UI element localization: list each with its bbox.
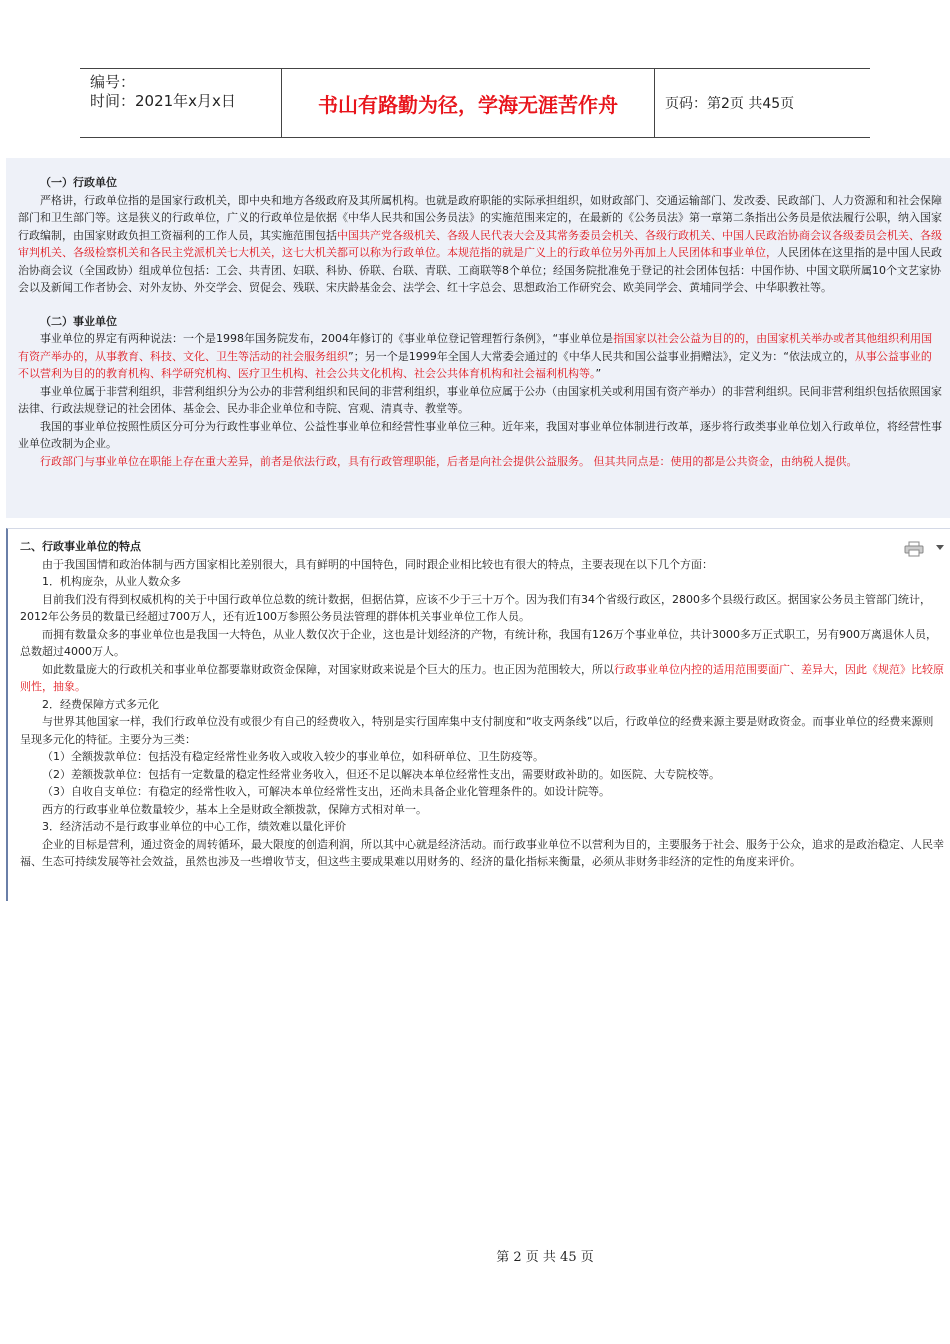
paragraph-nonprofit: 事业单位属于非营利组织，非营利组织分为公办的非营利组织和民间的非营利组织，事业单位应属于公办（由国家机关或利用国有资产举办）的非营利组织。民间非营利组织包括依照国家法律、行政法规登记的社会团体、基金会、民办非企业单位和寺院、宫观、清真寺、教堂等。: [18, 384, 942, 415]
paragraph-intro: 由于我国国情和政治体制与西方国家相比差别很大，具有鲜明的中国特色，同时跟企业相比较也有很大的特点，主要表现在以下几个方面：: [42, 557, 713, 571]
definitions-text: [18, 174, 942, 470]
heading-public-institutions: （二）事业单位: [40, 314, 117, 328]
page-header: [80, 68, 870, 138]
subheading-2: 2．经费保障方式多元化: [42, 697, 159, 711]
paragraph-1c: 如此数量庞大的行政机关和事业单位都要靠财政资金保障，对国家财政来说是个巨大的压力。也正因为范围较大，所以行政事业单位内控的适用范围要面广、差异大，因此《规范》比较原则性，抽象。: [20, 662, 944, 693]
paragraph-1a: 目前我们没有得到权威机构的关于中国行政单位总数的统计数据，但据估算，应该不少于三十万个。因为我们有34个省级行政区，2800多个县级行政区。据国家公务员主管部门统计，2012年公务员的数量已经超过700万人，还有近100万参照公务员法管理的群体机关事业单位工作人员。: [20, 592, 931, 623]
paragraph-2a: 与世界其他国家一样，我们行政单位没有或很少有自己的经费收入，特别是实行国库集中支付制度和“收支两条线”以后，行政单位的经费来源主要是财政资金。而事业单位的经费来源则呈现多元化的特征。主要分为三类：: [20, 715, 934, 746]
header-page-label: 页码：第2页 共45页: [665, 96, 795, 112]
header-motto: 书山有路勤为径，学海无涯苦作舟: [282, 69, 655, 137]
section-characteristics: [6, 528, 950, 901]
list-item: （1）全额拨款单位：包括没有稳定经常性业务收入或收入较少的事业单位，如科研单位、卫生防疫等。: [42, 750, 544, 763]
date-label: 时间：2021年x月x日: [90, 92, 236, 110]
section-definitions: [6, 158, 950, 518]
subheading-3: 3．经济活动不是行政事业单位的中心工作，绩效难以量化评价: [42, 820, 346, 833]
list-item: （2）差额拨款单位：包括有一定数量的稳定性经常业务收入，但还不足以解决本单位经常性支出，需要财政补助的。如医院、大专院校等。: [42, 767, 720, 781]
paragraph-3a: 企业的目标是营利，通过资金的周转循环，最大限度的创造利润，所以其中心就是经济活动。而行政事业单位不以营利为目的，主要服务于社会、服务于公众，追求的是政治稳定、人民幸福、生态可持续发展等社会效益，虽然也涉及一些增收节支，但这些主要成果难以用财务的、经济的量化指标来衡量，必须从非财务非经济的定性的角度来评价。: [20, 837, 944, 868]
list-item: （3）自收自支单位：有稳定的经常性收入，可解决本单位经常性支出，还尚未具备企业化管理条件的。如设计院等。: [42, 785, 610, 798]
paragraph-1b: 而拥有数量众多的事业单位也是我国一大特色，从业人数仅次于企业，这也是计划经济的产物，有统计称，我国有126万个事业单位，共计3000多万正式职工，另有900万离退休人员，总数超过4000万人。: [20, 627, 937, 658]
paragraph-difference: 行政部门与事业单位在职能上存在重大差异，前者是依法行政，具有行政管理职能，后者是向社会提供公益服务。 但其共同点是：使用的都是公共资金，由纳税人提供。: [40, 454, 858, 468]
paragraph-classification: 我国的事业单位按照性质区分可分为行政性事业单位、公益性事业单位和经营性事业单位三种。近年来，我国对事业单位体制进行改革，逐步将行政类事业单位划入行政单位，将经营性事业单位改制为企业。: [18, 419, 942, 450]
heading-admin-units: （一）行政单位: [40, 176, 117, 189]
number-label: 编号：: [90, 73, 136, 91]
header-meta: [80, 69, 282, 137]
paragraph-admin-units: 严格讲，行政单位指的是国家行政机关，即中央和地方各级政府及其所属机构。也就是政府职能的实际承担组织，如财政部门、交通运输部门、发改委、民政部门、人力资源和和社会保障部门和卫生部门等。这是狭义的行政单位，广义的行政单位是依据《中华人民共和国公务员法》的实施范围来定的，在最新的《公务员法》第一章第二条指出公务员是依法履行公职，纳入国家行政编制，由国家财政负担工资福利的工作人员，其实施范围包括中国共产党各级机关、各级人民代表大会及其常务委员会机关、各级行政机关、中国人民政治协商会议各级委员会机关、各级审判机关、各级检察机关和各民主党派机关七大机关，这七大机关都可以称为行政单位。本规范指的就是广义上的行政单位另外再加上人民团体和事业单位，人民团体在这里指的是中国人民政治协商会议（全国政协）组成单位包括：工会、共青团、妇联、科协、侨联、台联、青联、工商联等8个单位；经国务院批准免于登记的社会团体包括：中国作协、中国文联所属10个文艺家协会以及新闻工作者协会、对外友协、外交学会、贸促会、残联、宋庆龄基金会、法学会、红十字总会、思想政治工作研究会、欧美同学会、黄埔同学会、中华职教社等。: [18, 193, 942, 294]
heading-characteristics: 二、行政事业单位的特点: [20, 540, 141, 553]
paragraph-definition: 事业单位的界定有两种说法：一个是1998年国务院发布，2004年修订的《事业单位登记管理暂行条例》，“事业单位是指国家以社会公益为目的的，由国家机关举办或者其他组织利用国有资产举办的，从事教育、科技、文化、卫生等活动的社会服务组织”；另一个是1999年全国人大常委会通过的《中华人民共和国公益事业捐赠法》，定义为：“依法成立的，从事公益事业的不以营利为目的的教育机构、科学研究机构、医疗卫生机构、社会公共文化机构、社会公共体育机构和社会福利机构等。”: [18, 332, 933, 380]
page-footer: 第 2 页 共 45 页: [496, 1250, 594, 1265]
subheading-1: 1．机构庞杂，从业人数众多: [42, 575, 181, 588]
paragraph-2b: 西方的行政事业单位数量较少，基本上全是财政全额拨款，保障方式相对单一。: [42, 802, 427, 816]
characteristics-text: [20, 538, 944, 871]
